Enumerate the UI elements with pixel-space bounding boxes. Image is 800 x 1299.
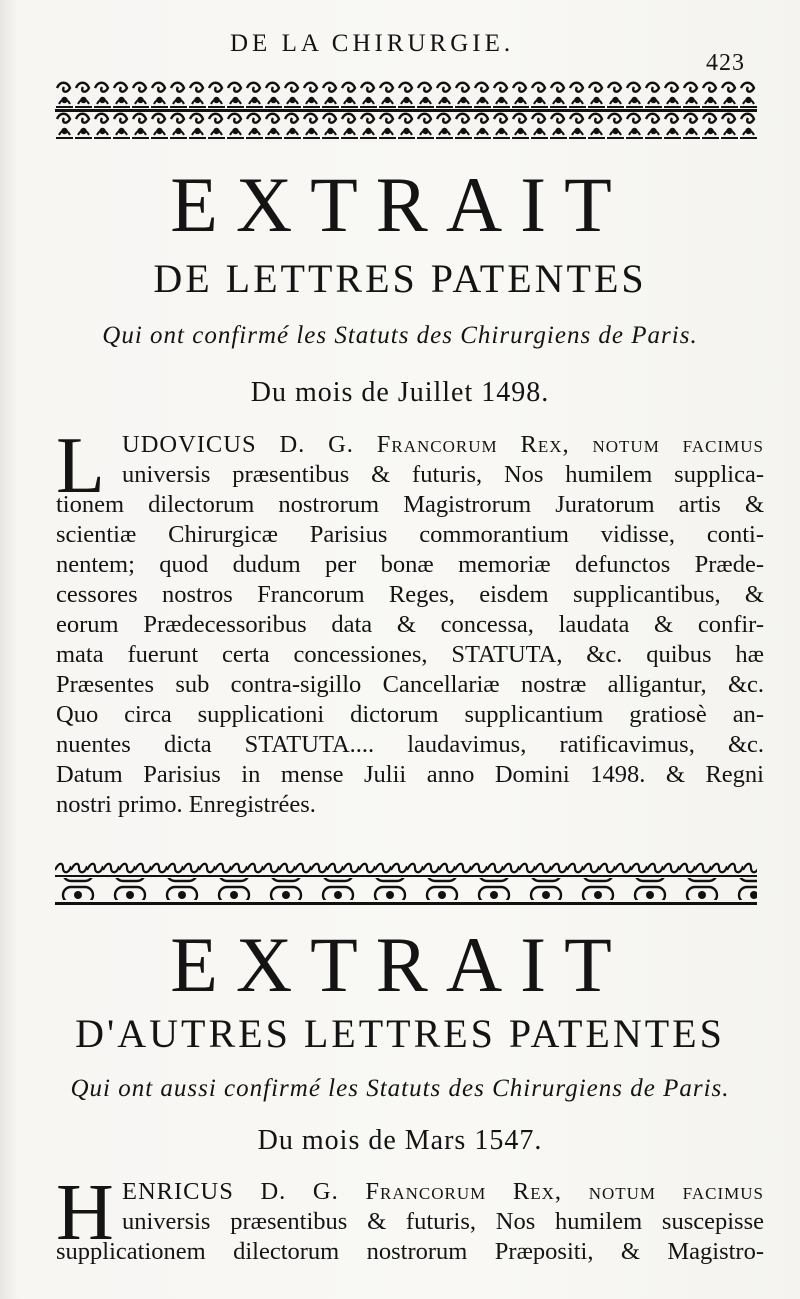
text-line: nostri primo. Enregistrées. — [56, 791, 316, 818]
section1-dropcap: L — [56, 422, 105, 510]
fleuron-border-icon — [55, 80, 757, 142]
section1-heading: EXTRAIT — [170, 161, 630, 248]
text-line: ENRICUS D. G. Francorum Rex, notum facimus — [122, 1178, 764, 1205]
running-title: DE LA CHIRURGIE. — [230, 30, 515, 57]
text-line: cessores nostros Francorum Reges, eisdem supplicantibus, & — [56, 581, 764, 608]
text-line: scientiæ Chirurgicæ Parisius commorantium vidisse, conti- — [56, 521, 764, 548]
text-line: UDOVICUS D. G. Francorum Rex, notum facimus — [122, 431, 764, 458]
text-line: tionem dilectorum nostrorum Magistrorum Juratorum artis & — [56, 491, 764, 518]
chain-border-icon — [55, 862, 757, 906]
middle-ornament-band — [55, 862, 757, 906]
section2-dropcap: H — [56, 1169, 114, 1257]
text-line: Datum Parisius in mense Julii anno Domini 1498. & Regni — [56, 761, 764, 788]
text-line: universis præsentibus & futuris, Nos humilem supplica- — [122, 461, 764, 488]
text-line: supplicationem dilectorum nostrorum Præpositi, & Magistro- — [56, 1238, 764, 1265]
section2-caption: Qui ont aussi confirmé les Statuts des Chirurgiens de Paris. — [70, 1075, 730, 1102]
section2-body — [56, 1169, 764, 1267]
text-line: universis præsentibus & futuris, Nos humilem suscepisse — [122, 1208, 764, 1235]
text-line: Quo circa supplicationi dictorum supplicantium gratiosè an- — [56, 701, 764, 728]
text-line: Præsentes sub contra-sigillo Cancellariæ nostræ alligantur, &c. — [56, 671, 764, 698]
text-line: mata fuerunt certa concessiones, STATUTA, &c. quibus hæ — [56, 641, 764, 668]
section2-date: Du mois de Mars 1547. — [257, 1125, 543, 1156]
section1-subheading: DE LETTRES PATENTES — [153, 256, 647, 301]
text-line: nentem; quod dudum per bonæ memoriæ defunctos Præde- — [56, 551, 764, 578]
section1-caption: Qui ont confirmé les Statuts des Chirurgiens de Paris. — [102, 322, 698, 349]
page-number: 423 — [706, 50, 745, 76]
running-head — [0, 28, 800, 76]
section1-body — [56, 422, 764, 820]
section2-heading: EXTRAIT — [170, 921, 630, 1008]
top-ornament-band — [55, 80, 757, 142]
section2-subheading: D'AUTRES LETTRES PATENTES — [75, 1011, 725, 1056]
text-line: eorum Prædecessoribus data & concessa, laudata & confir- — [56, 611, 764, 638]
text-line: nuentes dicta STATUTA.... laudavimus, ratificavimus, &c. — [56, 731, 764, 758]
section1-date: Du mois de Juillet 1498. — [250, 377, 550, 408]
